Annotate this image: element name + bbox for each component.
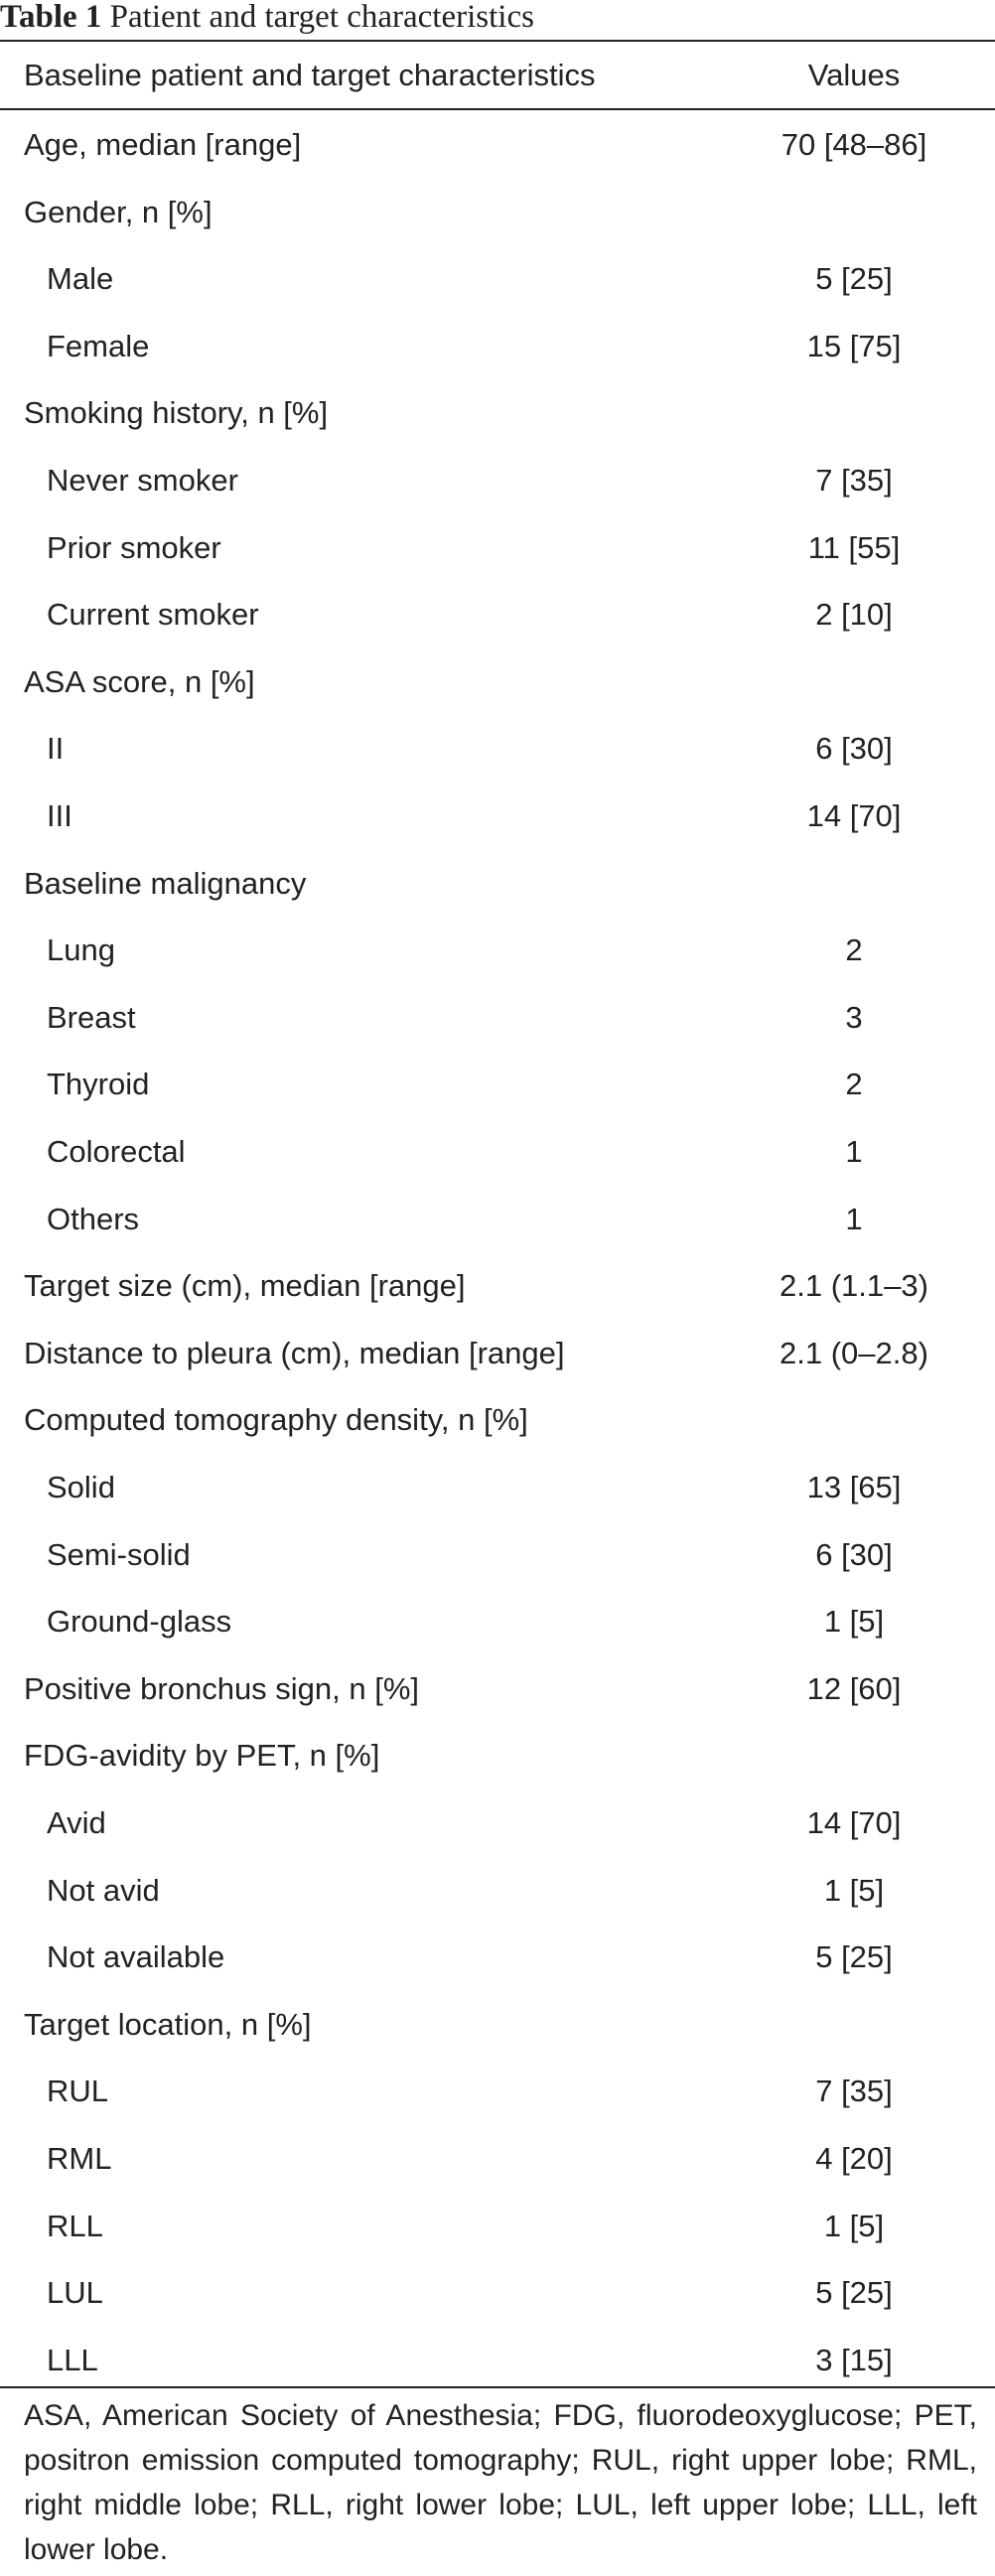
table-row xyxy=(0,1320,995,1387)
row-label: Female xyxy=(47,328,150,363)
table-row xyxy=(0,1521,995,1589)
table-row xyxy=(0,379,995,447)
row-label: Baseline malignancy xyxy=(24,865,307,901)
row-label: Never smoker xyxy=(47,463,238,498)
row-value: 70 [48–86] xyxy=(781,127,927,162)
row-value: 1 xyxy=(845,1201,863,1236)
row-label: RLL xyxy=(47,2208,103,2243)
table-row xyxy=(0,2193,995,2260)
table-row xyxy=(0,1588,995,1655)
header-values: Values xyxy=(807,58,901,92)
table-footnote: ASA, American Society of Anesthesia; FDG, fluorodeoxyglucose; PET, positron emission computed tomography; RUL, right upper lobe; RML, right middle lobe; RLL, right lower lobe; LUL, left upper lobe; LLL, left lower lobe. xyxy=(24,2399,977,2566)
table-row xyxy=(0,1051,995,1118)
table-row xyxy=(0,1857,995,1925)
row-value: 7 [35] xyxy=(815,463,893,498)
table-row xyxy=(0,111,995,179)
row-label: Ground-glass xyxy=(47,1604,232,1640)
table-row xyxy=(0,1252,995,1320)
row-value: 1 [5] xyxy=(823,2208,885,2243)
row-value: 4 [20] xyxy=(815,2141,893,2176)
row-value: 12 [60] xyxy=(806,1670,902,1706)
row-label: Age, median [range] xyxy=(24,127,302,162)
table-caption-label: Table 1 xyxy=(0,0,102,35)
table-caption-title: Patient and target characteristics xyxy=(109,0,534,35)
row-label: Target size (cm), median [range] xyxy=(24,1268,466,1304)
row-value: 5 [25] xyxy=(815,261,893,297)
table-header-row xyxy=(0,42,995,109)
row-label: LUL xyxy=(47,2275,103,2311)
row-label: ASA score, n [%] xyxy=(24,663,255,699)
row-value: 5 [25] xyxy=(815,1939,893,1975)
table-row xyxy=(0,514,995,582)
row-label: Male xyxy=(47,261,114,297)
row-label: Lung xyxy=(47,932,115,968)
table-row xyxy=(0,2259,995,2327)
table-row xyxy=(0,1991,995,2059)
table-row xyxy=(0,1186,995,1253)
row-label: LLL xyxy=(47,2342,98,2377)
table-row xyxy=(0,2058,995,2125)
row-label: III xyxy=(47,798,72,833)
header-characteristics: Baseline patient and target characteristics xyxy=(24,58,596,92)
row-value: 6 [30] xyxy=(815,1536,893,1572)
bottom-rule xyxy=(0,2386,995,2388)
header-rule xyxy=(0,108,995,110)
row-label: Colorectal xyxy=(47,1134,186,1169)
table-row xyxy=(0,1655,995,1723)
row-value: 13 [65] xyxy=(806,1470,902,1504)
table-row xyxy=(0,984,995,1052)
row-label: Computed tomography density, n [%] xyxy=(24,1402,528,1438)
row-label: Semi-solid xyxy=(47,1536,191,1572)
table-caption xyxy=(0,0,534,40)
table-row xyxy=(0,783,995,850)
row-value: 15 [75] xyxy=(806,328,902,363)
row-label: Distance to pleura (cm), median [range] xyxy=(24,1335,565,1370)
row-value: 3 [15] xyxy=(815,2342,893,2377)
row-label: Solid xyxy=(47,1470,115,1504)
row-label: Thyroid xyxy=(47,1067,150,1102)
row-label: Positive bronchus sign, n [%] xyxy=(24,1670,420,1706)
row-value: 5 [25] xyxy=(815,2275,893,2311)
table-row xyxy=(0,917,995,984)
row-value: 6 [30] xyxy=(815,731,893,767)
table-row xyxy=(0,1118,995,1186)
row-label: RML xyxy=(47,2141,112,2176)
row-value: 2 xyxy=(845,932,863,968)
table-row xyxy=(0,313,995,380)
table-row xyxy=(0,1924,995,1991)
table-row xyxy=(0,715,995,783)
row-value: 1 [5] xyxy=(823,1604,885,1640)
row-label: Gender, n [%] xyxy=(24,194,213,229)
row-label: II xyxy=(47,731,65,767)
row-value: 2.1 (1.1–3) xyxy=(780,1268,928,1304)
table-row xyxy=(0,2327,995,2394)
row-value: 3 xyxy=(845,999,863,1035)
row-value: 11 [55] xyxy=(807,529,901,565)
row-label: RUL xyxy=(47,2074,109,2109)
row-label: Breast xyxy=(47,999,136,1035)
row-label: Target location, n [%] xyxy=(24,2006,312,2042)
row-label: Prior smoker xyxy=(47,529,221,565)
row-value: 2.1 (0–2.8) xyxy=(780,1335,928,1370)
row-value: 2 xyxy=(845,1067,863,1102)
row-value: 1 [5] xyxy=(823,1872,885,1908)
row-label: FDG-avidity by PET, n [%] xyxy=(24,1738,380,1774)
row-value: 7 [35] xyxy=(815,2074,893,2109)
row-label: Smoking history, n [%] xyxy=(24,395,329,431)
table-row xyxy=(0,179,995,246)
row-value: 1 xyxy=(845,1134,863,1169)
row-value: 14 [70] xyxy=(806,798,902,833)
table-row xyxy=(0,1789,995,1857)
table-row xyxy=(0,648,995,716)
table-row xyxy=(0,1722,995,1789)
table-row xyxy=(0,581,995,648)
row-value: 14 [70] xyxy=(806,1805,902,1840)
table-row xyxy=(0,447,995,514)
table-row xyxy=(0,245,995,313)
row-label: Others xyxy=(47,1201,140,1236)
table-row xyxy=(0,2125,995,2193)
table-row xyxy=(0,1454,995,1521)
row-label: Not avid xyxy=(47,1872,160,1908)
row-label: Current smoker xyxy=(47,597,259,633)
table-row xyxy=(0,850,995,918)
row-label: Avid xyxy=(47,1805,106,1840)
table-row xyxy=(0,1386,995,1454)
row-label: Not available xyxy=(47,1939,225,1975)
row-value: 2 [10] xyxy=(815,597,893,633)
